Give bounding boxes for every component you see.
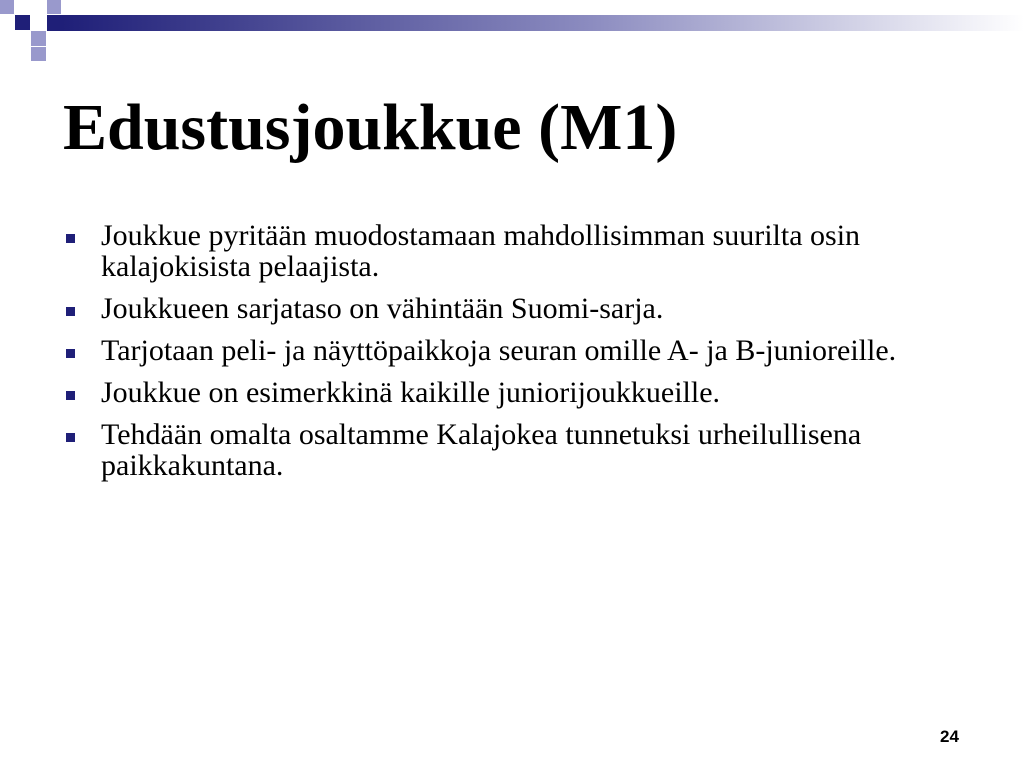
square-bullet-icon	[66, 433, 75, 442]
bullet-text: Tehdään omalta osaltamme Kalajokea tunnetuksi urheilullisena paikkakuntana.	[101, 418, 862, 482]
square-bullet-icon	[66, 349, 75, 358]
bullet-item	[101, 419, 951, 481]
bullet-text: Tarjotaan peli- ja näyttöpaikkoja seuran omille A- ja B-junioreille.	[101, 334, 897, 367]
decor-square	[31, 31, 46, 46]
square-bullet-icon	[66, 234, 75, 243]
bullet-text: Joukkue on esimerkkinä kaikille juniorijoukkueille.	[101, 376, 721, 409]
slide-title: Edustusjoukkue (M1)	[63, 91, 678, 164]
bullet-item	[101, 220, 951, 282]
bullet-item	[101, 293, 951, 324]
bullet-item	[101, 377, 951, 408]
bullet-item	[101, 335, 951, 366]
decor-square	[47, 15, 62, 31]
bullet-list	[101, 220, 951, 492]
bullet-text: Joukkue pyritään muodostamaan mahdollisimman suurilta osin kalajokisista pelaajista.	[101, 219, 861, 283]
square-bullet-icon	[66, 391, 75, 400]
page-number: 24	[940, 727, 959, 746]
decor-square	[15, 15, 30, 30]
decor-square	[0, 0, 14, 14]
decor-square	[47, 0, 61, 14]
bullet-text: Joukkueen sarjataso on vähintään Suomi-sarja.	[101, 292, 664, 325]
square-bullet-icon	[66, 307, 75, 316]
decor-square	[31, 47, 46, 61]
header-gradient-bar	[62, 15, 1024, 31]
